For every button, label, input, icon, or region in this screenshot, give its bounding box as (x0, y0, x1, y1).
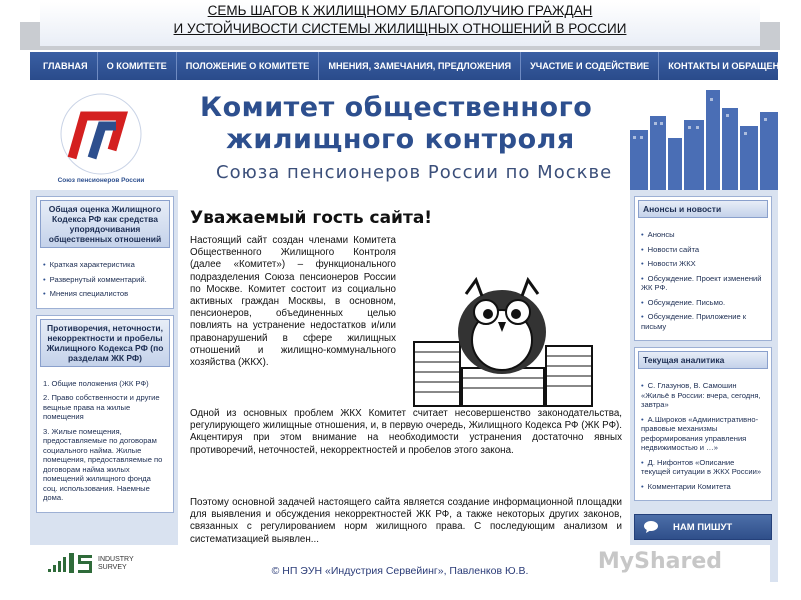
left-sidebar (36, 196, 174, 519)
sidebar-box-contradictions (36, 315, 174, 513)
intro-paragraph: Настоящий сайт создан членами Комитета Общественного Жилищного Контроля (далее «Комитет») – функционального подразделения Союза пенсионеров России по Москве. Комитет состоит из социально активных граждан Москвы, в основном, пенсионеров, объединенных целью повлиять на устранение недостатков и/или правонарушений в сфере жилищных отношений и жилищно-коммунального хозяйства (ЖКХ). (190, 235, 396, 369)
main-content (178, 190, 630, 582)
sidebar-link[interactable]: • А.Широков «Административно-правовые механизмы реформирования управления недвижимостью и …» (641, 415, 765, 453)
site-header (30, 80, 778, 190)
sidebar-box-title: Противоречия, неточности, некорректности и пробелы Жилищного Кодекса РФ (по разделам ЖК РФ) (40, 319, 170, 367)
goal-paragraph: Поэтому основной задачей настоящего сайта является создание информационной площадки для выявления и обсуждения некорректностей ЖК РФ, а также некоторых других законов, связанных с регулированием норм жилищного права. С последующим анализом и систематизацией выявлен... (190, 497, 622, 545)
top-nav (30, 52, 793, 80)
sidebar-link[interactable]: 3. Жилые помещения, предоставляемые по договорам социального найма. Жилые помещения, предоставляемые по договорам найма жилых помещений жилищного фонда соц. использования. Наемные дома. (43, 426, 163, 502)
sidebar-link[interactable]: • Развернутый комментарий. (43, 275, 167, 285)
sidebar-link[interactable]: • Краткая характеристика (43, 260, 167, 270)
sidebar-link[interactable]: • Обсуждение. Приложение к письму (641, 312, 765, 331)
site-subtitle: Союза пенсионеров России по Москве (216, 162, 613, 183)
nav-item-regulations[interactable]: ПОЛОЖЕНИЕ О КОМИТЕТЕ (177, 52, 320, 80)
sidebar-link[interactable]: • Д. Нифонтов «Описание текущей ситуации в ЖКХ России» (641, 458, 765, 477)
site-title-line2: жилищного контроля (226, 124, 575, 155)
slide-title-line1: СЕМЬ ШАГОВ К ЖИЛИЩНОМУ БЛАГОПОЛУЧИЮ ГРАЖДАН (207, 3, 593, 18)
sidebar-box-news (634, 196, 772, 341)
sidebar-box-title: Общая оценка Жилищного Кодекса РФ как средства упорядочивания общественных отношений (40, 200, 170, 248)
sidebar-link[interactable]: 2. Право собственности и другие вещные права на жилые помещения (43, 393, 160, 421)
speech-bubble-icon (643, 520, 659, 534)
sidebar-link[interactable]: • Комментарии Комитета (641, 482, 765, 492)
sidebar-link[interactable]: • Обсуждение. Проект изменений ЖК РФ. (641, 274, 765, 293)
nav-item-opinions[interactable]: МНЕНИЯ, ЗАМЕЧАНИЯ, ПРЕДЛОЖЕНИЯ (319, 52, 521, 80)
sidebar-link[interactable]: • Обсуждение. Письмо. (641, 298, 765, 308)
logo-text-industry: INDUSTRY (98, 556, 134, 563)
watermark: MyShared (597, 549, 722, 574)
sidebar-box-assessment (36, 196, 174, 309)
right-sidebar (634, 196, 772, 507)
sidebar-link[interactable]: • С. Глазунов, В. Самошин «Жильё в России: вчера, сегодня, завтра» (641, 381, 765, 410)
copyright-text: © НП ЭУН «Индустрия Сервейинг», Павленков Ю.В. (271, 565, 529, 577)
sidebar-link[interactable]: • Новости сайта (641, 245, 765, 255)
sidebar-box-title: Текущая аналитика (638, 351, 768, 369)
nav-item-participation[interactable]: УЧАСТИЕ И СОДЕЙСТВИЕ (521, 52, 659, 80)
write-us-label: НАМ ПИШУТ (673, 521, 733, 533)
owl-with-books-illustration (406, 250, 598, 410)
sidebar-link[interactable]: • Мнения специалистов (43, 289, 167, 299)
welcome-heading: Уважаемый гость сайта! (190, 208, 433, 228)
sidebar-box-title: Анонсы и новости (638, 200, 768, 218)
nav-item-about[interactable]: О КОМИТЕТЕ (98, 52, 177, 80)
pensioners-union-logo[interactable] (42, 88, 160, 186)
logo-caption: Союз пенсионеров России (57, 177, 145, 184)
sidebar-box-analytics (634, 347, 772, 501)
slide-footer (30, 545, 770, 585)
sidebar-link[interactable]: • Анонсы (641, 230, 765, 240)
sidebar-link[interactable]: • Новости ЖКХ (641, 259, 765, 269)
problem-paragraph: Одной из основных проблем ЖКХ Комитет считает несовершенство законодательства, регулирующего жилищные отношения, и, в первую очередь, Жилищного Кодекса РФ (ЖК РФ). Акцентируя при этом внимание на необходимости устранения достаточно явных противоречий, неточностей, некорректностей и пробелов этого закона. (190, 408, 622, 456)
logo-text-survey: SURVEY (98, 564, 127, 571)
slide-title-line2: И УСТОЙЧИВОСТИ СИСТЕМЫ ЖИЛИЩНЫХ ОТНОШЕНИЙ В РОССИИ (173, 21, 627, 36)
nav-item-home[interactable]: ГЛАВНАЯ (34, 52, 98, 80)
nav-item-contacts[interactable]: КОНТАКТЫ И ОБРАЩЕНИЯ (668, 61, 793, 71)
website-screenshot (30, 52, 793, 582)
write-us-button[interactable] (634, 514, 772, 540)
sidebar-link[interactable]: 1. Общие положения (ЖК РФ) (43, 378, 149, 388)
slide-title (40, 2, 760, 46)
site-title-line1: Комитет общественного (200, 92, 593, 123)
city-skyline-image (630, 90, 778, 190)
